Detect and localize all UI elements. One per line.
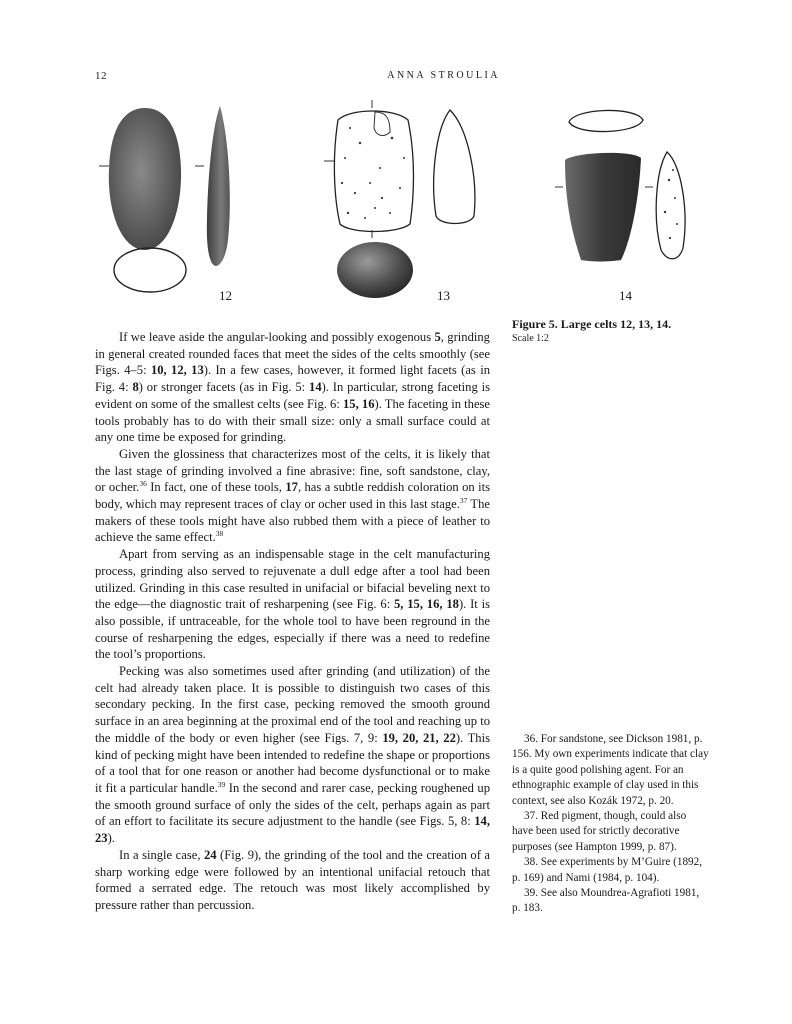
figure-label-14: 14 [619,288,632,303]
footnote-39: 39. See also Moundrea-Agrafioti 1981, p. 183. [512,887,700,915]
paragraph-1: If we leave aside the angular-looking and possibly exogenous 5, grinding in general created rounded faces that meet the sides of the celts smoothly (see Figs. 4–5: 10, 12, 13). In a few cases, however, it formed light facets (as in Fig. 4: 8) or stronger facets (as in Fig. 5: 14). In particular, strong faceting is evident on some of the smallest celts (see Fig. 6: 15, 16). The faceting in these tools probably has to do with their small size: only a small surface could at any one time be exposed for grinding. [95,330,491,445]
figure-13-drawings [320,98,490,303]
figure-caption [512,317,712,344]
footnote-ref-36[interactable]: 36 [139,479,147,489]
celt-12-face-view [109,108,181,250]
caption-scale: Scale 1:2 [512,333,549,344]
body-text [95,329,490,914]
caption-title: Figure 5. Large celts 12, 13, 14. [512,317,672,331]
celt-12-side-view [207,106,230,266]
running-head-author: ANNA STROULIA [387,70,500,81]
paragraph-5: In a single case, 24 (Fig. 9), the grinding of the tool and the creation of a sharp working edge were followed by an intentional unifacial retouch that formed a serrated edge. The retouch was most likely accomplished by pressure rather than percussion. [95,847,491,912]
footnote-36: 36. For sandstone, see Dickson 1981, p. 156. My own experiments indicate that clay is a quite good polishing agent. For an ethnographic example of clay used in this context, see also Kozák 1972, p. 20. [512,733,709,807]
paragraph-2: Given the glossiness that characterizes most of the celts, it is likely that the last stage of grinding involved a fine abrasive: fine, soft sandstone, clay, or ocher.$^{36}$ In fact, one of these tools, 17, has a subtle reddish coloration on its body, which may represent traces of clay or ocher used in this last stage.$^{37}$ The makers of these tools might have also rubbed them with a piece of leather to achieve the same effect.$^{38}$ [95,446,491,545]
figure-label-12: 12 [219,288,232,303]
celt-14-pecking-stipple [664,169,678,239]
celt-13-cross-section [337,242,413,298]
celt-14-top-view [569,110,643,131]
paragraph-4: Pecking was also sometimes used after grinding (and utilization) of the celt had already taken place. It is possible to distinguish two cases of this secondary pecking. In the first case, pecking removed the smooth ground surface in an area beginning at the proximal end of the tool and reaching up to the middle of the body or even higher (see Figs. 7, 9: 19, 20, 21, 22). This kind of pecking might have been intended to redefine the shape or proportions of a tool that for one reason or another had become dysfunctional or to make it fit a particular handle.$^{39}$ In the second and rarer case, pecking roughened up the smooth ground surface of only the sides of the celt, perhaps again as part of an effort to facilitate its secure adjustment to the handle (see Figs. 5, 8: 14, 23). [95,664,491,846]
footnote-38: 38. See experiments by M’Guire (1892, p. 169) and Nami (1984, p. 104). [512,856,703,884]
footnote-37: 37. Red pigment, though, could also have been used for strictly decorative purposes (see Hampton 1999, p. 87). [512,810,687,853]
footnote-ref-38[interactable]: 38 [215,529,224,539]
celt-14-side-view [656,152,685,259]
footnote-ref-39[interactable]: 39 [217,779,226,789]
celt-13-damage-scar [374,112,390,135]
celt-13-side-view [434,110,475,224]
figure-12-profile [195,100,240,270]
celt-13-pecking-stipple [341,127,405,219]
figure-label-13: 13 [437,288,450,303]
celt-12-cross-section [114,248,186,292]
footnotes [512,732,710,917]
page-number: 12 [95,70,107,82]
celt-14-face-view [565,153,641,262]
footnote-ref-37[interactable]: 37 [459,496,468,506]
figure-14-drawings [555,100,705,275]
paragraph-3: Apart from serving as an indispensable stage in the celt manufacturing process, grinding also served to rejuvenate a dull edge after a tool had been utilized. Grinding in this case resulted in unifacial or bifacial beveling next to the edge—the diagnostic trait of resharpening (see Fig. 6: 5, 15, 16, 18). It is also possible, if untraceable, for the whole tool to have been reground in the course of resharpening the edges, especially if there was a need to redefine the tool’s proportions. [95,547,491,662]
running-head [95,70,500,84]
